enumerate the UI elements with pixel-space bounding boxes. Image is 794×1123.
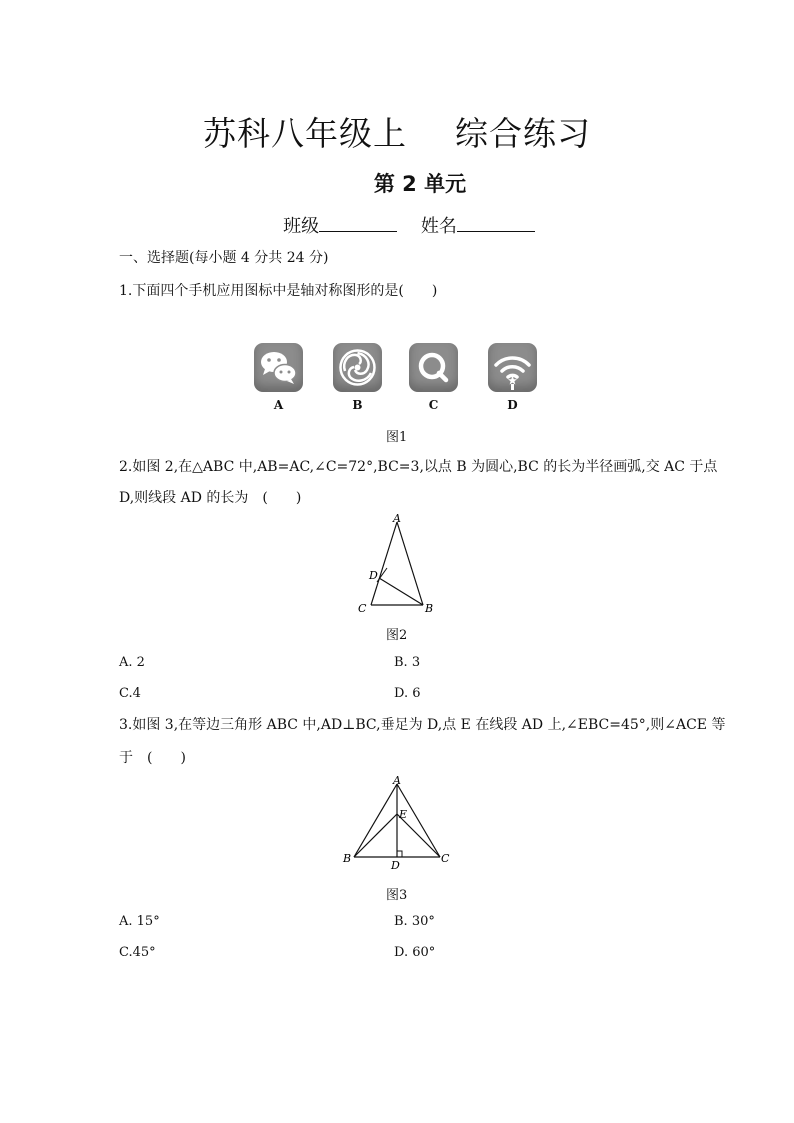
q1-icons: [254, 343, 544, 415]
q1-option-c-label: C: [428, 398, 439, 412]
fig2-label-c: C: [358, 602, 367, 615]
figure-3-triangle: [340, 772, 455, 877]
search-q-icon: [409, 343, 458, 392]
q3-option-a[interactable]: A. 15°: [119, 914, 160, 929]
fig3-label-b: B: [343, 852, 352, 865]
fig3-label-e: E: [399, 808, 408, 821]
class-label: 班级: [283, 216, 320, 237]
fig2-label-d: D: [369, 569, 378, 582]
page-title: [0, 108, 794, 155]
fig3-label-c: C: [441, 852, 450, 865]
figure-2-caption: 图2: [386, 628, 408, 643]
swirl-icon: [333, 343, 382, 392]
figure-2-triangle: [350, 510, 445, 620]
q2-text-line2: D,则线段 AD 的长为 ( ): [119, 490, 302, 506]
q1-option-d-label: D: [507, 398, 518, 412]
q3-option-b[interactable]: B. 30°: [394, 914, 435, 929]
figure-1-caption: 图1: [386, 430, 408, 445]
fig2-label-b: B: [425, 602, 434, 615]
q2-option-d[interactable]: D. 6: [394, 686, 421, 701]
q2-option-a[interactable]: A. 2: [119, 655, 145, 670]
name-label: 姓名: [420, 216, 457, 237]
q2-option-b[interactable]: B. 3: [394, 655, 421, 670]
student-info-line: [0, 212, 794, 238]
q1-option-b-label: B: [352, 398, 363, 412]
q3-text-line1: 3.如图 3,在等边三角形 ABC 中,AD⊥BC,垂足为 D,点 E 在线段 AD 上,∠EBC=45°,则∠ACE 等: [119, 717, 726, 733]
wechat-icon: [254, 343, 303, 392]
q2-option-c[interactable]: C.4: [119, 686, 141, 701]
figure-3-caption: 图3: [386, 888, 408, 903]
title-right: 综合练习: [455, 114, 591, 153]
wifi-icon: [488, 343, 537, 392]
q3-text-line2: 于 ( ): [119, 750, 186, 766]
q2-text-line1: 2.如图 2,在△ABC 中,AB=AC,∠C=72°,BC=3,以点 B 为圆心,BC 的长为半径画弧,交 AC 于点: [119, 459, 718, 475]
fig3-label-d: D: [391, 859, 400, 872]
q3-option-d[interactable]: D. 60°: [394, 945, 436, 960]
q3-option-c[interactable]: C.45°: [119, 945, 156, 960]
q1-option-a-label: A: [273, 398, 284, 412]
name-blank[interactable]: [457, 215, 535, 232]
section-heading: 一、选择题(每小题 4 分共 24 分): [119, 250, 329, 266]
fig2-label-a: A: [393, 512, 401, 525]
unit-subtitle: 第 2 单元: [373, 172, 467, 196]
title-left: 苏科八年级上: [203, 114, 407, 153]
q1-text: 1.下面四个手机应用图标中是轴对称图形的是( ): [119, 283, 438, 299]
class-blank[interactable]: [319, 215, 397, 232]
fig3-label-a: A: [393, 774, 401, 787]
